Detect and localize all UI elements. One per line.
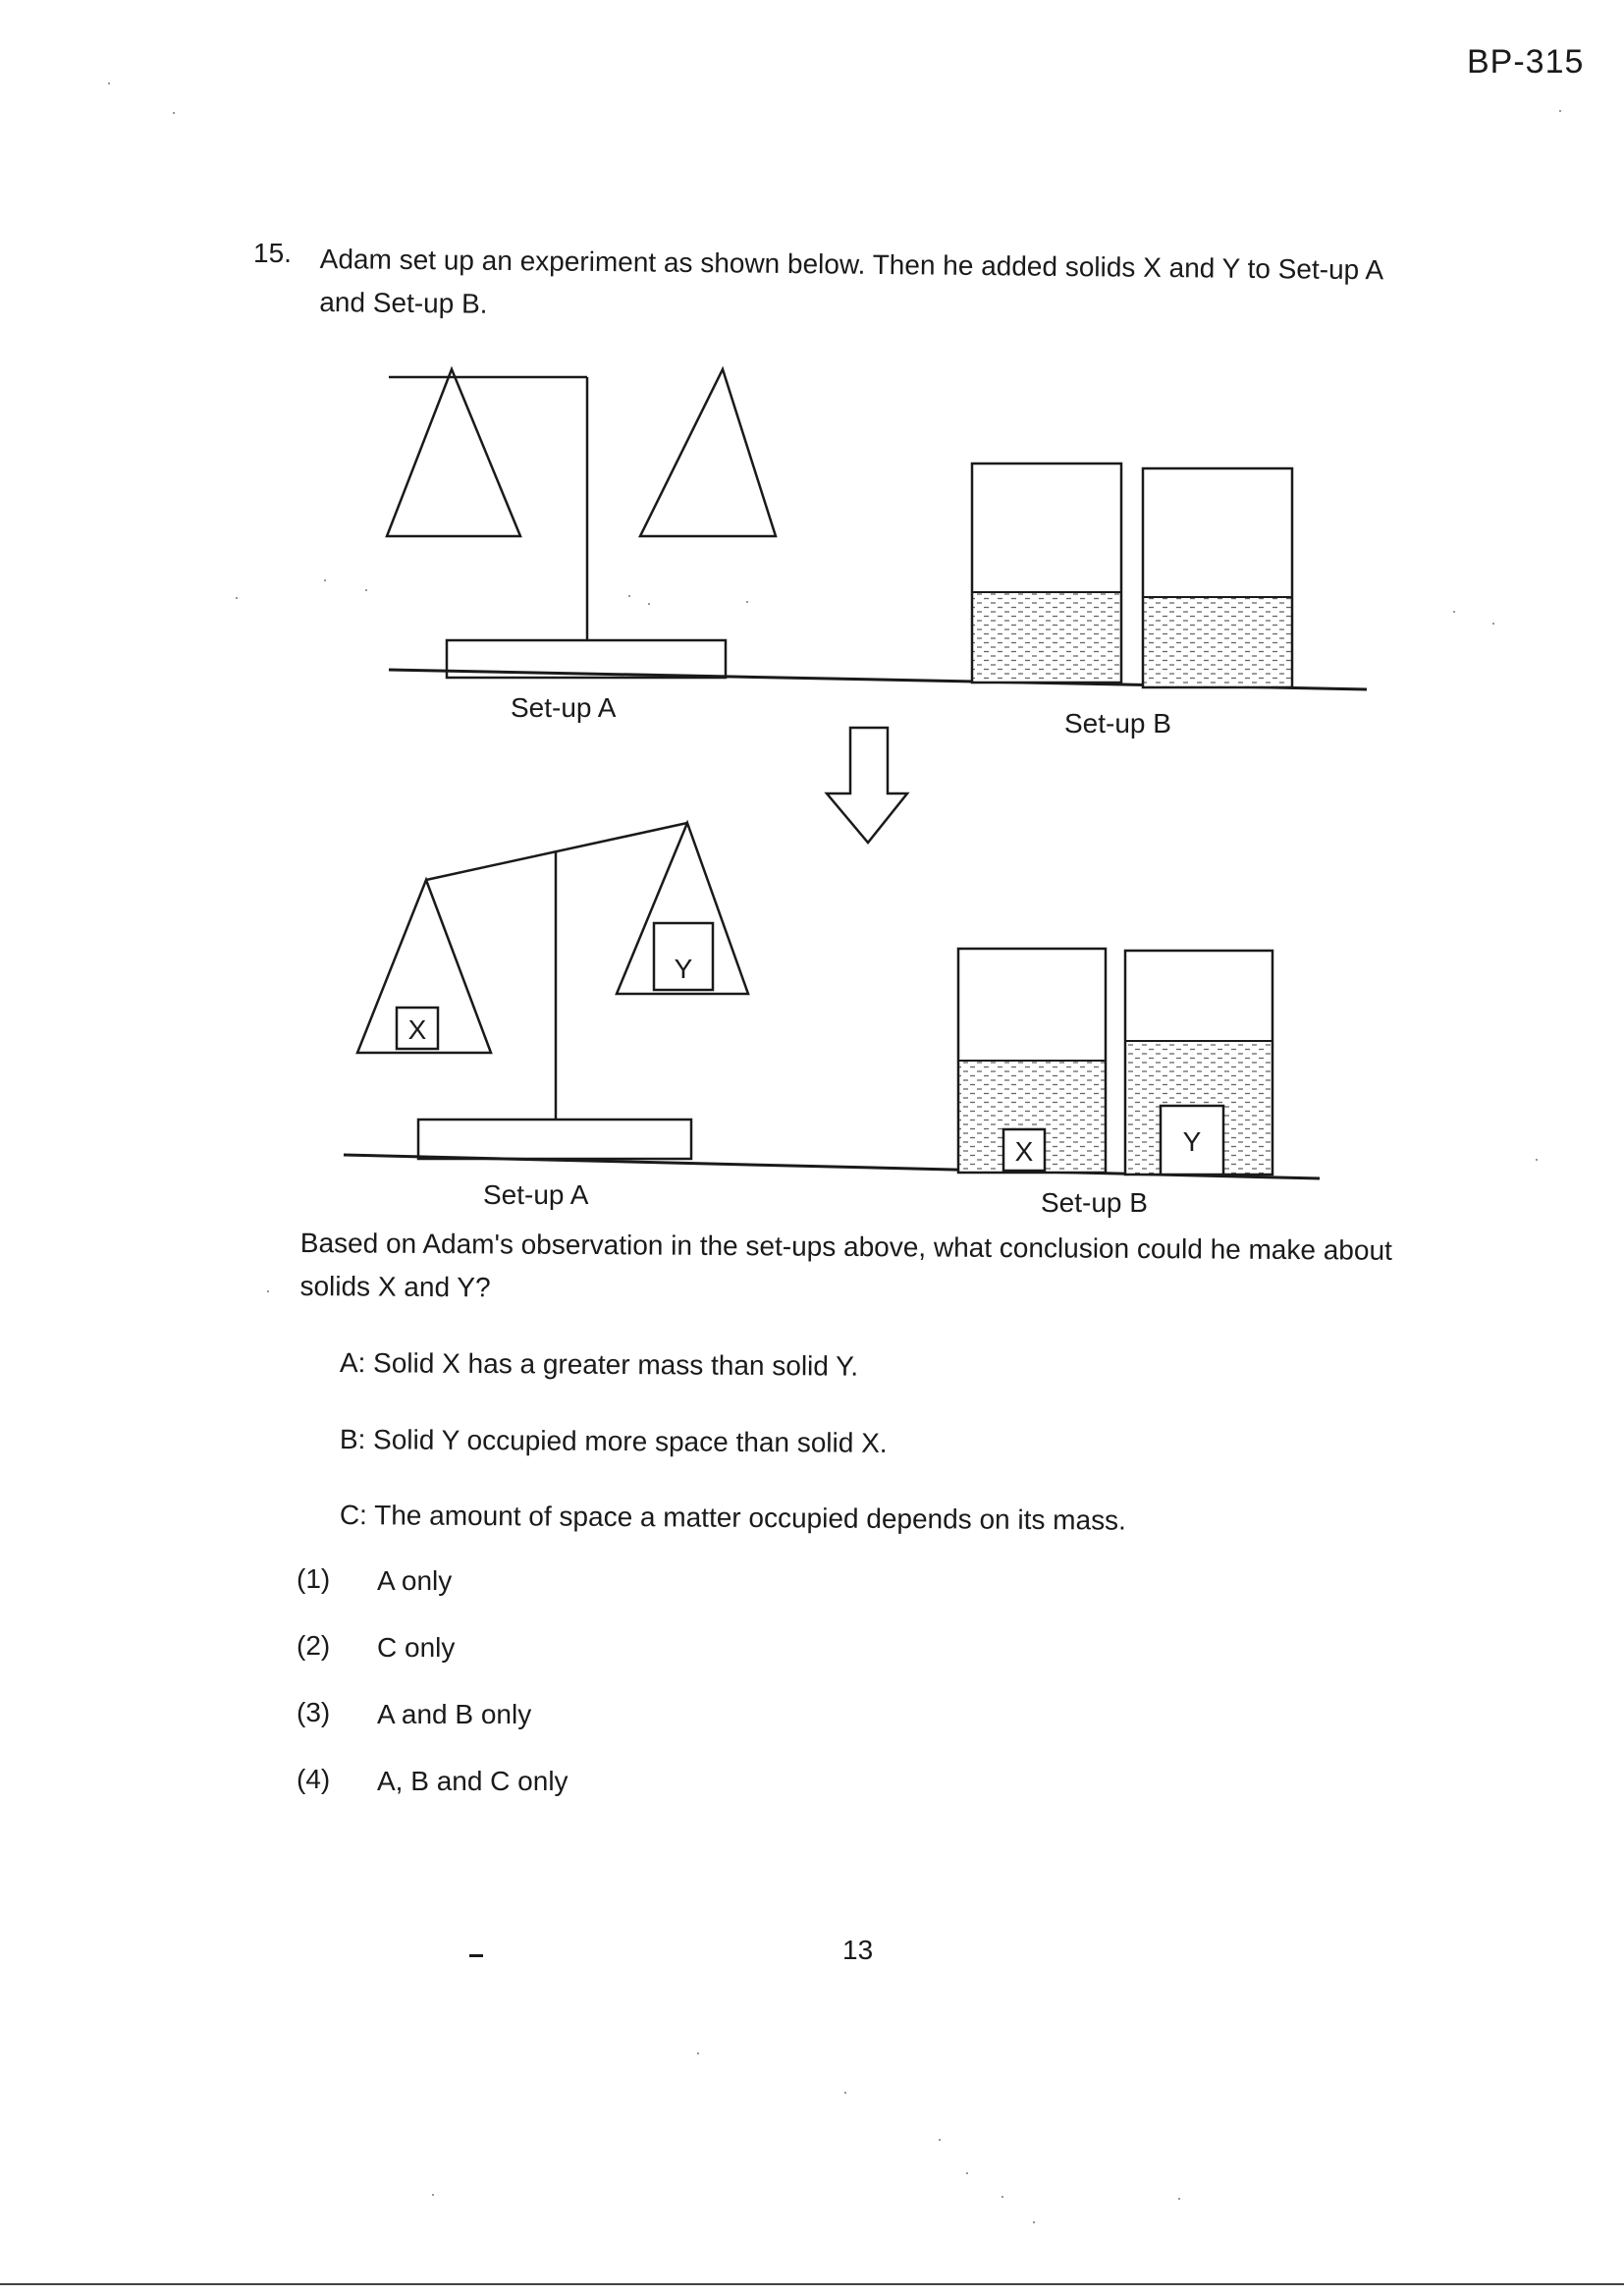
down-arrow-icon xyxy=(827,728,907,843)
solid-x-on-scale xyxy=(397,1008,438,1049)
question-number: 15. xyxy=(253,238,292,268)
top-right-pan xyxy=(640,369,776,536)
top-balance-scale xyxy=(387,369,776,678)
solid-y-on-scale xyxy=(654,923,713,990)
prompt-line-1: Based on Adam's observation in the set-ups above, what conclusion could he make about xyxy=(299,1227,1392,1266)
solid-x-label-container: X xyxy=(1014,1136,1034,1167)
option-2-number: (2) xyxy=(297,1630,331,1661)
bottom-container-x xyxy=(958,949,1106,1173)
option-3-number: (3) xyxy=(297,1697,331,1727)
bottom-container-y xyxy=(1125,951,1272,1175)
page-bottom-edge xyxy=(0,2283,1624,2285)
option-2-text: C only xyxy=(377,1632,456,1663)
statement-a: A: Solid X has a greater mass than solid Y. xyxy=(339,1347,859,1382)
top-left-pan xyxy=(387,369,520,536)
statement-c: C: The amount of space a matter occupied depends on its mass. xyxy=(339,1500,1127,1536)
option-4-text: A, B and C only xyxy=(377,1766,568,1796)
top-setup-a-label: Set-up A xyxy=(511,692,617,723)
option-3-text: A and B only xyxy=(377,1699,532,1729)
page-number: 13 xyxy=(842,1935,874,1965)
question-line-1: Adam set up an experiment as shown below. Then he added solids X and Y to Set-up A xyxy=(319,243,1384,286)
top-setup-b-label: Set-up B xyxy=(1064,708,1171,738)
statement-b: B: Solid Y occupied more space than solid X. xyxy=(339,1424,888,1458)
paper-code: BP-315 xyxy=(1467,43,1585,81)
option-1-text: A only xyxy=(377,1565,453,1596)
top-container-2 xyxy=(1143,468,1292,687)
option-1-number: (1) xyxy=(297,1563,331,1594)
solid-y-label-scale: Y xyxy=(674,954,693,984)
footer-dash xyxy=(469,1954,483,1957)
solid-y-label-container: Y xyxy=(1182,1126,1202,1157)
question-prompt xyxy=(299,1222,1449,1316)
bottom-setup-a-label: Set-up A xyxy=(483,1179,589,1210)
option-4-number: (4) xyxy=(297,1764,331,1794)
bottom-balance-base xyxy=(418,1120,691,1159)
question-line-2: and Set-up B. xyxy=(319,286,488,319)
bottom-setup-b-label: Set-up B xyxy=(1041,1187,1148,1218)
solid-x-label-scale: X xyxy=(407,1014,427,1045)
prompt-line-2: solids X and Y? xyxy=(299,1270,491,1303)
top-container-1 xyxy=(972,464,1121,683)
